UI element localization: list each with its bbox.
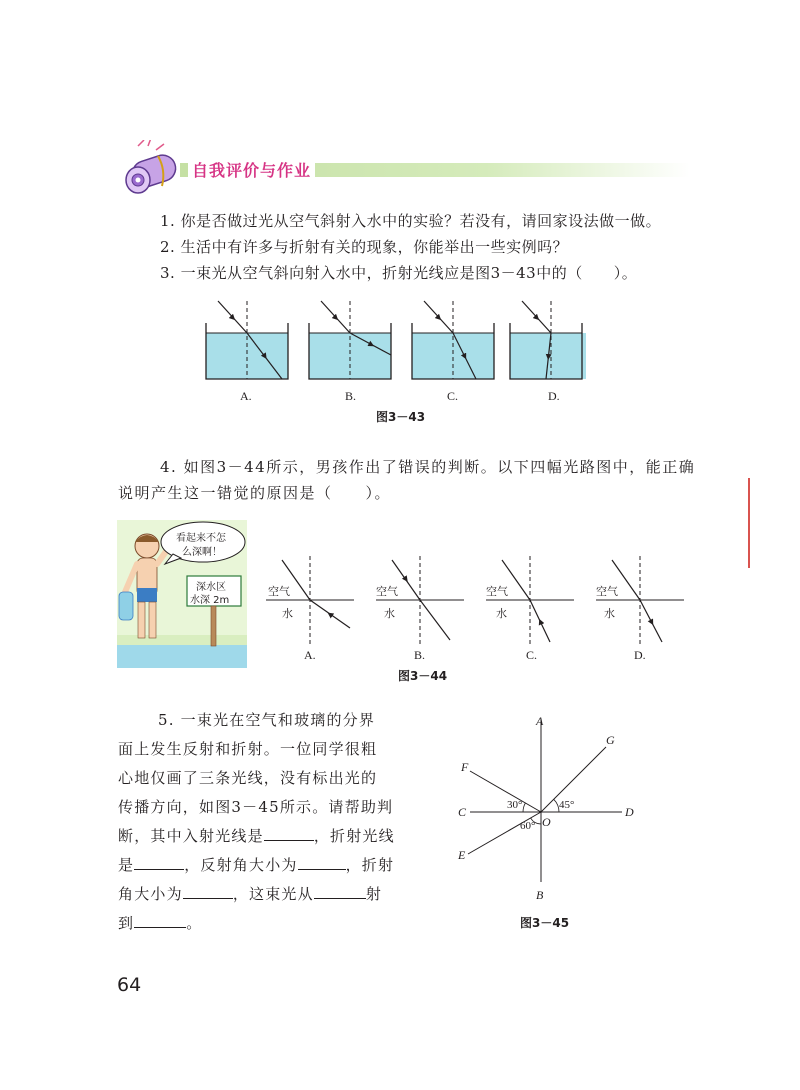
question-4-line-2: 说明产生这一错觉的原因是（ ）。 [118, 484, 392, 502]
scroll-icon [118, 140, 188, 200]
page-number: 64 [117, 974, 142, 996]
fig45-label-b: B [536, 888, 544, 902]
fig43-beaker-b [309, 301, 391, 379]
q5-line-6: 是 ，反射角大小为 ，折射 [118, 851, 398, 880]
fig45-label-g: G [606, 733, 615, 747]
q5-line-8: 到 。 [118, 909, 398, 938]
blank-reflection-angle[interactable] [298, 853, 346, 870]
fig44-option-c: C. [526, 648, 538, 662]
fig45-label-f: F [461, 760, 469, 774]
figure-3-43 [196, 295, 586, 405]
fig43-option-a: A. [240, 389, 252, 403]
fig44-diagram-d [596, 556, 684, 646]
fig44-diagram-c [486, 556, 574, 646]
fig45-angle-bottom: 60° [520, 820, 536, 832]
fig44-diagram-b [376, 556, 464, 646]
fig43-beaker-a [206, 301, 288, 379]
q5-line-7: 角大小为 ，这束光从 射 [118, 880, 398, 909]
q5-line-4: 传播方向，如图3－45所示。请帮助判 [118, 798, 394, 816]
fig44-water-label-d: 水 [604, 607, 615, 620]
fig45-angle-left: 30° [507, 799, 523, 811]
fig45-label-a: A [536, 714, 544, 728]
fig43-caption: 图3－43 [376, 410, 426, 424]
fig44-diagram-a [266, 556, 354, 646]
question-4-line-1: 4. 如图3－44所示，男孩作出了错误的判断。以下四幅光路图中，能正确 [160, 458, 696, 476]
fig45-caption: 图3－45 [520, 916, 570, 930]
section-header [118, 140, 678, 200]
fig45-label-c: C [458, 805, 467, 819]
fig44-air-label-b: 空气 [376, 585, 398, 598]
q5-line-2: 面上发生反射和折射。一位同学很粗 [118, 740, 378, 758]
fig44-option-a: A. [304, 648, 316, 662]
fig45-angle-right: 45° [559, 799, 575, 811]
blank-from-medium[interactable] [314, 882, 366, 899]
sign-line-2: 水深 2m [190, 595, 230, 606]
fig44-air-label-c: 空气 [486, 585, 508, 598]
margin-mark [748, 478, 750, 568]
figure-3-44-diagrams [258, 550, 698, 650]
fig45-label-d: D [625, 805, 634, 819]
blank-refraction-angle[interactable] [183, 882, 233, 899]
fig44-caption: 图3－44 [398, 669, 448, 683]
fig43-option-b: B. [345, 389, 357, 403]
q5-line-1: 5. 一束光在空气和玻璃的分界 [158, 711, 376, 729]
fig44-option-d: D. [634, 648, 646, 662]
section-title: 自我评价与作业 [188, 158, 315, 181]
fig45-label-e: E [458, 848, 466, 862]
fig44-water-label-b: 水 [384, 607, 395, 620]
figure-3-45 [450, 712, 650, 912]
fig43-beaker-c [412, 301, 494, 379]
question-3: 3. 一束光从空气斜向射入水中，折射光线应是图3－43中的（ ）。 [160, 264, 638, 282]
speech-bubble-line-2: 么深啊！ [182, 547, 222, 558]
q5-line-3: 心地仅画了三条光线，没有标出光的 [118, 769, 378, 787]
fig43-option-d: D. [548, 389, 560, 403]
fig44-air-label-a: 空气 [268, 585, 290, 598]
fig44-water-label-c: 水 [496, 607, 507, 620]
sign-line-1: 深水区 [196, 582, 226, 593]
blank-to-medium[interactable] [134, 911, 186, 928]
question-1: 1. 你是否做过光从空气斜射入水中的实验？若没有，请回家设法做一做。 [160, 212, 662, 230]
fig45-label-o: O [542, 815, 551, 829]
blank-incident-ray[interactable] [264, 824, 314, 841]
fig43-option-c: C. [447, 389, 459, 403]
question-5 [118, 706, 398, 938]
fig44-option-b: B. [414, 648, 426, 662]
fig44-air-label-d: 空气 [596, 585, 618, 598]
q5-line-5: 断，其中入射光线是 ，折射光线 [118, 822, 398, 851]
fig43-beaker-d [510, 301, 586, 379]
fig44-water-label-a: 水 [282, 607, 293, 620]
blank-refracted-ray[interactable] [134, 853, 184, 870]
speech-bubble-line-1: 看起来不怎 [176, 533, 226, 544]
question-2: 2. 生活中有许多与折射有关的现象，你能举出一些实例吗？ [160, 238, 569, 256]
